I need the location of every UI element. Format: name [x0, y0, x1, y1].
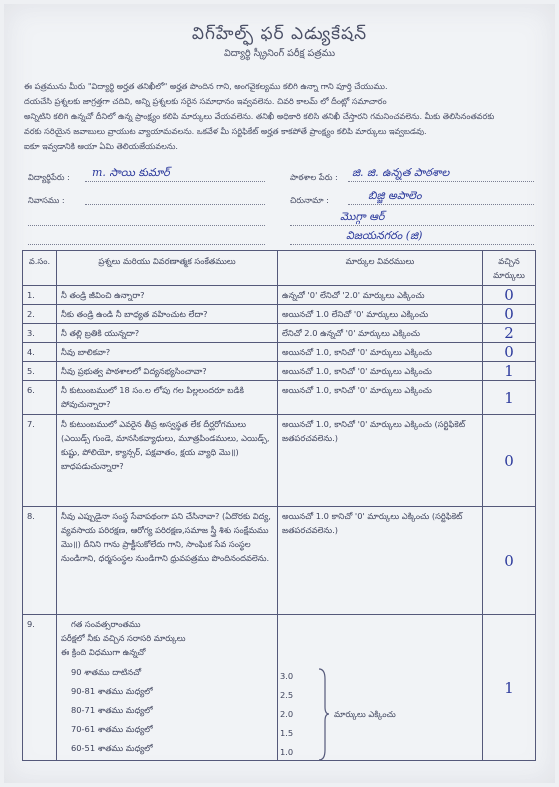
- percent-range: 80-71 శాతము మధ్యలో: [71, 705, 153, 715]
- score-value: 3.0: [280, 671, 294, 681]
- row-question: నీకు తండ్రి ఉండి నీ బాధ్యత వహించుట లేదా?: [57, 305, 278, 324]
- table-row: [23, 381, 536, 415]
- row-question: నీవు బాలికవా?: [57, 343, 278, 362]
- percent-range: 90 శాతము దాటినచో: [71, 667, 142, 677]
- instruction-line: ఐకూ ఇవ్వడానికి ఆయా ఏమి తెలియజేయవలను.: [24, 141, 178, 151]
- percent-range: 70-61 శాతము మధ్యలో: [71, 724, 153, 734]
- row-mark[interactable]: 2: [483, 324, 536, 343]
- row-number: 1.: [23, 286, 57, 305]
- table-row: [23, 415, 536, 507]
- row-number: 2.: [23, 305, 57, 324]
- row-details: ఉన్నచో '0' లేనిచో '2.0' మార్కులు ఎక్కించు: [278, 286, 483, 305]
- row-mark[interactable]: 1: [483, 381, 536, 415]
- row-mark[interactable]: 1: [483, 615, 536, 761]
- row-mark[interactable]: 0: [483, 507, 536, 615]
- score-value: 2.0: [280, 709, 294, 719]
- row-question: నీ తండ్రి జీవించి ఉన్నారా?: [57, 286, 278, 305]
- extra-line-left-1: [28, 225, 265, 226]
- screening-table: [22, 250, 536, 761]
- row-number: 7.: [23, 415, 57, 507]
- instruction-line: అన్నిటిని కలిగి ఉన్నచో దీనిలో ఉన్న ప్రాంక్ష్యం కలిపి మార్కులు వేయవలెను. తనిఖీ అధికారి కలిసి తనిఖీ చేస్తారని గమనించవలెను. మీకు తెలిసినంతవరకు: [24, 111, 495, 121]
- table-row: [23, 615, 536, 761]
- residence-label: నివాసము :: [28, 195, 65, 205]
- table-row: [23, 305, 536, 324]
- row-question: నీ కుటుంబములో 18 సం.ల లోపు గల పిల్లలందరూ బడికి పోవుచున్నారా?: [57, 381, 278, 415]
- score-value: 1.5: [280, 728, 294, 738]
- question-line: పరీక్షలో నీకు వచ్చిన సరాసరి మార్కులు: [61, 633, 186, 643]
- row-details: అయినచో 1.0, కానిచో '0' మార్కులు ఎక్కించు: [278, 362, 483, 381]
- address-value-3[interactable]: విజయనగరం (జి): [346, 229, 423, 242]
- score-list: [280, 667, 293, 762]
- school-name-value[interactable]: జి. జి. ఉన్నత పాఠశాల: [352, 166, 450, 179]
- percent-range: 90-81 శాతము మధ్యలో: [71, 686, 153, 696]
- row-question: నీ తల్లి బ్రతికి యున్నదా?: [57, 324, 278, 343]
- row-question: [57, 615, 278, 761]
- table-header-row: [23, 251, 536, 286]
- row-details: అయినచో 1.0 లేనిచో '0' మార్కులు ఎక్కించు: [278, 305, 483, 324]
- row-details: అయినచో 1.0, కానిచో '0' మార్కులు ఎక్కించు: [278, 343, 483, 362]
- row-details: లేనిచో 2.0 ఉన్నచో '0' మార్కులు ఎక్కించు: [278, 324, 483, 343]
- score-value: 2.5: [280, 690, 294, 700]
- question-line: గత సంవత్సరాంతము: [71, 619, 141, 629]
- row-number: 3.: [23, 324, 57, 343]
- row-question: నీ కుటుంబములో ఎవరైన తీవ్ర అస్వస్థత లేక దీర్ఘరోగములు (ఎయిడ్స్ గుండె, మానసికవ్యాధులు, మూత్రపిండములు, ఎయిడ్స్, కుష్టు, పోలియో, క్యాన్సర్, పక్షవాతం, క్షయ వ్యాధి మొ॥) బాధపడుచున్నారా?: [57, 415, 278, 507]
- student-name-label: విద్యార్థిపేరు :: [28, 172, 70, 182]
- row-details: అయినచో 1.0, కానిచో '0' మార్కులు ఎక్కించు (సర్టిఫికెట్ జతపరచవలెను.): [278, 415, 483, 507]
- student-name-value[interactable]: m. సాయి కుమార్: [92, 166, 170, 179]
- row-details: [278, 615, 483, 761]
- address-line-2: [290, 225, 534, 226]
- row-number: 4.: [23, 343, 57, 362]
- header-marks-details: మార్కుల వివరములు: [278, 251, 483, 286]
- row-mark[interactable]: 1: [483, 362, 536, 381]
- extra-line-left-2: [28, 244, 265, 245]
- curly-brace-icon: [316, 667, 330, 762]
- header-question: ప్రశ్నలు మరియు వివరణాత్మక సంకేతములు: [57, 251, 278, 286]
- row-details-text: మార్కులు ఎక్కించు: [334, 709, 396, 719]
- score-value: 1.0: [280, 747, 294, 757]
- page-title: విగ్‌హేల్ఫ్ ఫర్ ఎడ్యుకేషన్: [191, 24, 368, 44]
- address-value-1[interactable]: బిజ్జి అపాలెం: [368, 189, 422, 202]
- instruction-line: ఈ పత్రమును మీరు "విద్యార్థి అర్హత తనిఖీలో" అర్హత పొందిన గాని, అంగవైకల్యము కలిగి ఉన్నా గాని పూర్తి చేయుము.: [24, 81, 388, 91]
- residence-line: [85, 204, 265, 205]
- row-mark[interactable]: 0: [483, 343, 536, 362]
- row-question: నీవు ఎప్పుడైనా సంస్థ సేవాపథంగా పని చేసినావా? (ఏదొరకు విద్య, వ్యవసాయ పరిరక్షణ, ఆరోగ్య పరిరక్షణ,సమాజ స్త్రీ శిశు సంక్షేమము మొ॥) దీనిని గాను ప్రాక్టీసుకోలేదు గాని, సాంఘిక సేవ సంస్థల నుండిగాని, ధర్మసంస్థల నుండిగాని ధ్రువపత్రము పొందినందవలెను.: [57, 507, 278, 615]
- address-label: చిరునామా :: [290, 195, 329, 205]
- question-line: ఈ క్రింది విధముగా ఉన్నచో: [61, 647, 146, 657]
- instructions-paragraph: [24, 79, 536, 154]
- table-row: [23, 362, 536, 381]
- table-row: [23, 286, 536, 305]
- percent-range: 60-51 శాతము మధ్యలో: [71, 743, 153, 753]
- row-mark[interactable]: 0: [483, 415, 536, 507]
- row-details: అయినచో 1.0 కానిచో '0' మార్కులు ఎక్కించు (సర్టిఫికెట్ జతపరచవలెను.): [278, 507, 483, 615]
- table-row: [23, 324, 536, 343]
- row-mark[interactable]: 0: [483, 305, 536, 324]
- header-sno: వ.సం.: [23, 251, 57, 286]
- row-details: అయినచో 1.0, కానిచో '0' మార్కులు ఎక్కించు: [278, 381, 483, 415]
- row-question: నీవు ప్రభుత్వ పాఠశాలలో విద్యనభ్యసించావా?: [57, 362, 278, 381]
- address-value-2[interactable]: మొగ్గా ఆర్: [340, 210, 385, 223]
- instruction-line: వరకు సరియైన జవాబులు వ్రాయుట వ్యాయామవలను. ఒకవేళ మీ సర్టిఫికేట్ అర్హత కాకపోతే ప్రాంక్ష్యం కలిపి మార్కులు ఇవ్వబడవు.: [24, 126, 427, 136]
- school-name-label: పాఠశాల పేరు :: [290, 172, 338, 182]
- page-subtitle: విద్యార్థి స్క్రీనింగ్ పరీక్ష పత్రము: [223, 48, 336, 59]
- row-number: 5.: [23, 362, 57, 381]
- table-row: [23, 343, 536, 362]
- row-number: 6.: [23, 381, 57, 415]
- instruction-line: దయచేసి ప్రశ్నలకు జాగ్రత్తగా చదివి, అన్ని ప్రశ్నలకు సరైన సమాధానం ఇవ్వవలెను. చివరి కాలమ్ లో దీంట్లో సమాచారం: [24, 96, 387, 106]
- row-number: 8.: [23, 507, 57, 615]
- header-obtained: వచ్చిన మార్కులు: [483, 251, 536, 286]
- row-mark[interactable]: 0: [483, 286, 536, 305]
- row-number: 9.: [23, 615, 57, 761]
- table-row: [23, 507, 536, 615]
